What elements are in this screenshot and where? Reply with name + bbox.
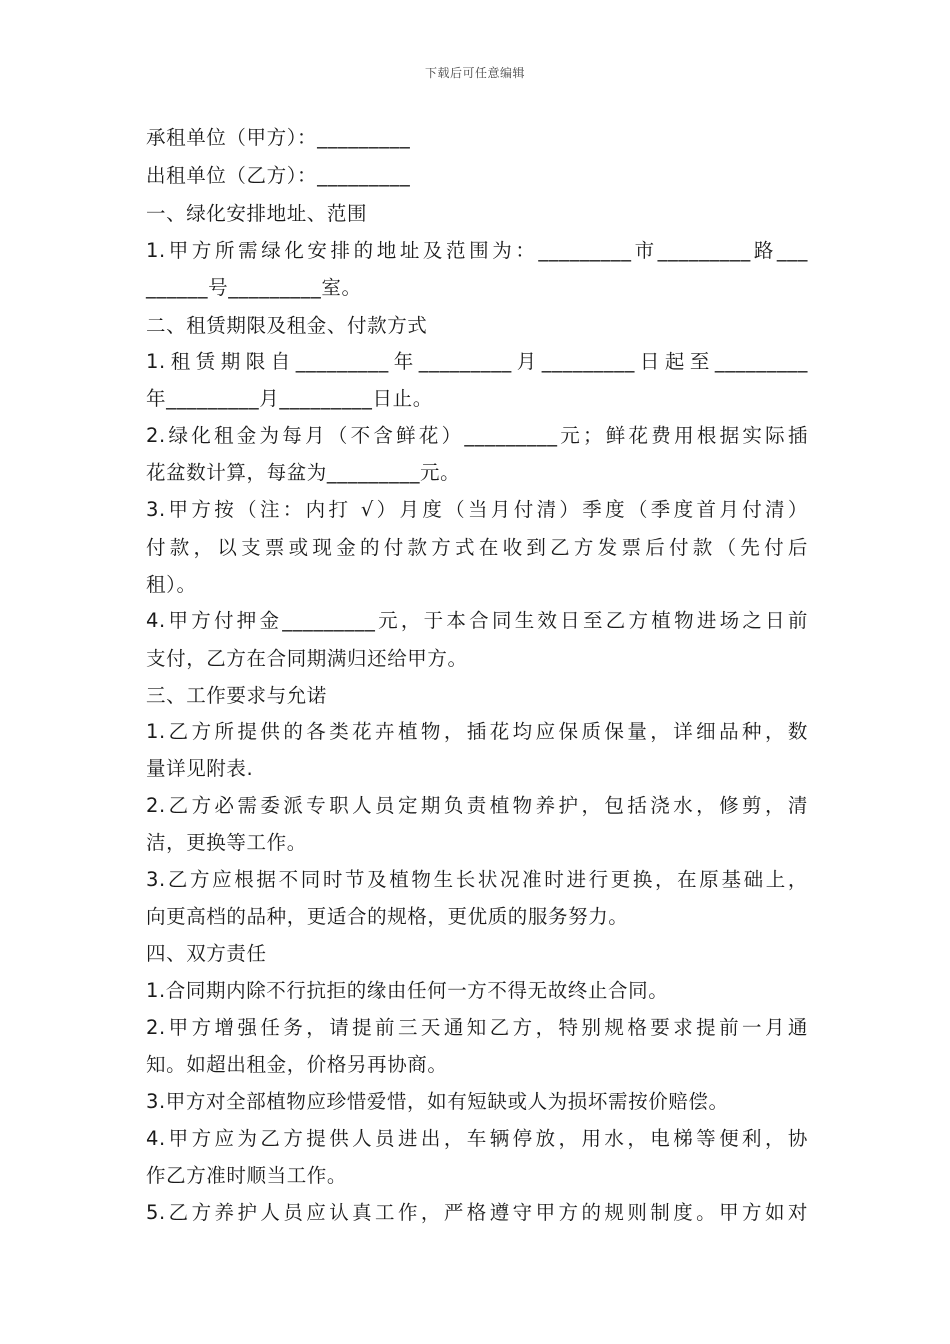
paragraph-line: 知。如超出租金，价格另再协商。: [146, 1053, 448, 1076]
paragraph-line: ______号_________室。: [146, 276, 362, 299]
lessor-line: 出租单位（乙方）：_________: [146, 164, 411, 187]
paragraph-line: 1.租赁期限自_________年_________月_________日起至_________: [146, 350, 808, 373]
paragraph-line: 1.乙方所提供的各类花卉植物，插花均应保质保量，详细品种，数: [146, 720, 808, 743]
paragraph-line: 2.绿化租金为每月（不含鲜花）_________元；鲜花费用根据实际插: [146, 424, 808, 447]
paragraph-line: 2.甲方增强任务，请提前三天通知乙方，特别规格要求提前一月通: [146, 1016, 808, 1039]
paragraph-line: 5.乙方养护人员应认真工作，严格遵守甲方的规则制度。甲方如对: [146, 1201, 808, 1224]
lessee-line: 承租单位（甲方）：_________: [146, 126, 411, 149]
paragraph-line: 4.甲方应为乙方提供人员进出，车辆停放，用水，电梯等便利，协: [146, 1127, 808, 1150]
paragraph-line: 1.甲方所需绿化安排的地址及范围为：_________市_________路___: [146, 239, 808, 262]
section-2-heading: 二、租赁期限及租金、付款方式: [146, 314, 428, 337]
paragraph-line: 洁，更换等工作。: [146, 831, 307, 854]
paragraph-line: 2.乙方必需委派专职人员定期负责植物养护，包括浇水，修剪，清: [146, 794, 808, 817]
section-3-heading: 三、工作要求与允诺: [146, 684, 327, 707]
page-header: 下载后可任意编辑: [424, 66, 525, 80]
paragraph-line: 1.合同期内除不行抗拒的缘由任何一方不得无故终止合同。: [146, 979, 669, 1002]
paragraph-line: 花盆数计算，每盆为_________元。: [146, 461, 461, 484]
paragraph-line: 3.甲方对全部植物应珍惜爱惜，如有短缺或人为损坏需按价赔偿。: [146, 1090, 729, 1113]
section-4-heading: 四、双方责任: [146, 942, 267, 965]
paragraph-line: 租）。: [146, 573, 197, 596]
paragraph-line: 3.甲方按（注：内打 √）月度（当月付清）季度（季度首月付清）: [146, 498, 808, 521]
paragraph-line: 量详见附表.: [146, 757, 254, 780]
paragraph-line: 4.甲方付押金_________元，于本合同生效日至乙方植物进场之日前: [146, 609, 808, 632]
paragraph-line: 向更高档的品种，更适合的规格，更优质的服务努力。: [146, 905, 629, 928]
paragraph-line: 作乙方准时顺当工作。: [146, 1164, 348, 1187]
paragraph-line: 支付，乙方在合同期满归还给甲方。: [146, 647, 468, 670]
paragraph-line: 3.乙方应根据不同时节及植物生长状况准时进行更换，在原基础上，: [146, 868, 808, 891]
section-1-heading: 一、绿化安排地址、范围: [146, 202, 368, 225]
paragraph-line: 年_________月_________日止。: [146, 387, 433, 410]
paragraph-line: 付款，以支票或现金的付款方式在收到乙方发票后付款（先付后: [146, 536, 808, 559]
